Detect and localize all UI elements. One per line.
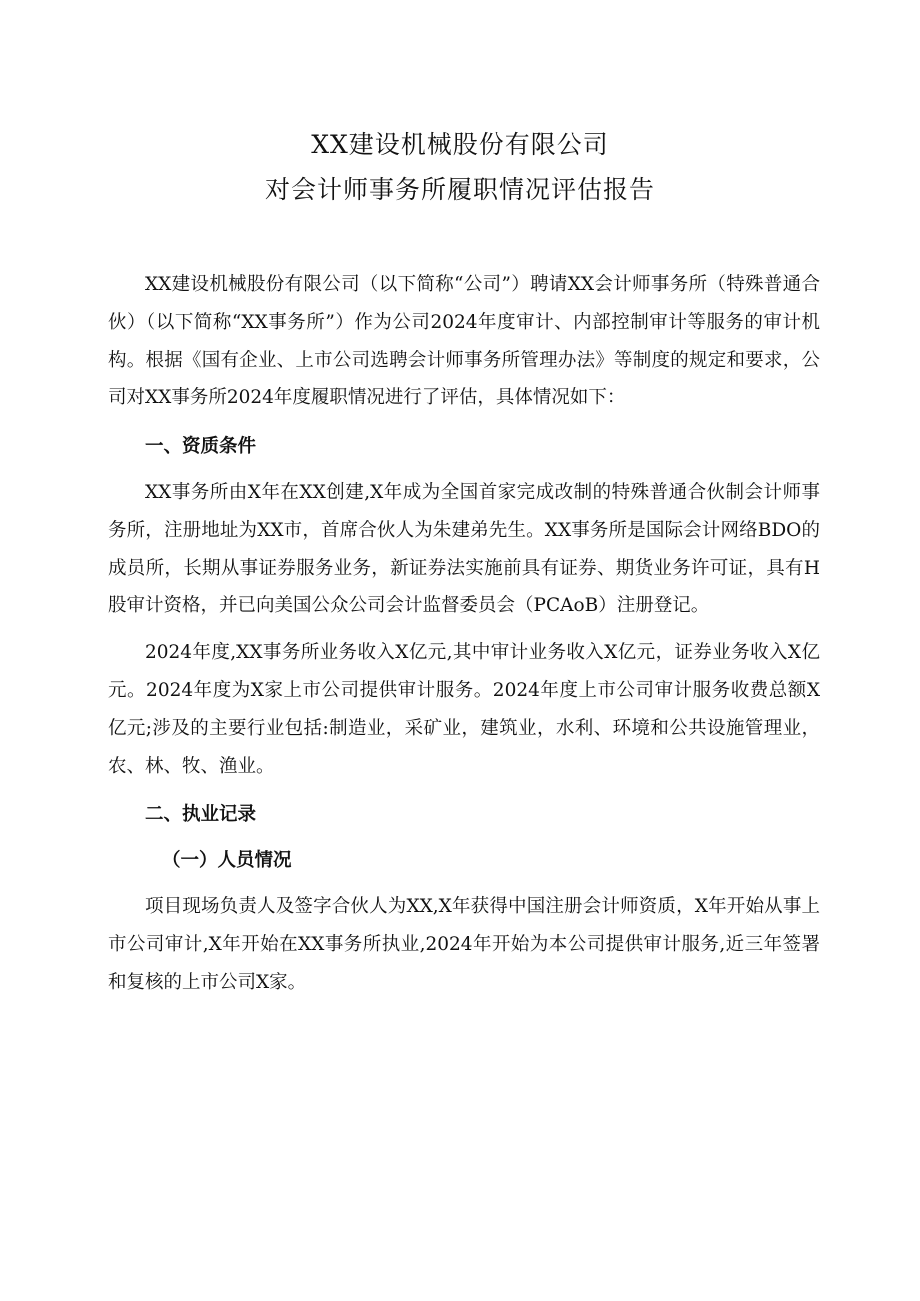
document-title-company: XX建设机械股份有限公司 [311, 130, 609, 159]
qualifications-paragraph-2: 2024年度,XX事务所业务收入X亿元,其中审计业务收入X亿元，证券业务收入X亿元。2024年度为X家上市公司提供审计服务。2024年度上市公司审计服务收费总额X亿元;涉及的主要行业包括:制造业，采矿业，建筑业，水利、环境和公共设施管理业，农、林、牧、渔业。 [108, 642, 820, 777]
document-body [108, 266, 820, 1001]
subsection-heading-personnel: （一）人员情况 [162, 850, 292, 872]
intro-paragraph: XX建设机械股份有限公司（以下简称“公司”）聘请XX会计师事务所（特殊普通合伙）（以下简称“XX事务所”）作为公司2024年度审计、内部控制审计等服务的审计机构。根据《国有企业、上市公司选聘会计师事务所管理办法》等制度的规定和要求，公司对XX事务所2024年度履职情况进行了评估，具体情况如下： [108, 274, 820, 409]
section-heading-practice-record: 二、执业记录 [145, 804, 257, 826]
document-title-report: 对会计师事务所履职情况评估报告 [264, 175, 655, 204]
section-heading-qualifications: 一、资质条件 [145, 436, 257, 458]
personnel-paragraph: 项目现场负责人及签字合伙人为XX,X年获得中国注册会计师资质，X年开始从事上市公司审计,X年开始在XX事务所执业,2024年开始为本公司提供审计服务,近三年签署和复核的上市公司X家。 [108, 895, 820, 993]
qualifications-paragraph-1: XX事务所由X年在XX创建,X年成为全国首家完成改制的特殊普通合伙制会计师事务所，注册地址为XX市，首席合伙人为朱建弟先生。XX事务所是国际会计网络BDO的成员所，长期从事证券服务业务，新证券法实施前具有证券、期货业务许可证，具有H股审计资格，并已向美国公众公司会计监督委员会（PCAoB）注册登记。 [108, 481, 820, 617]
